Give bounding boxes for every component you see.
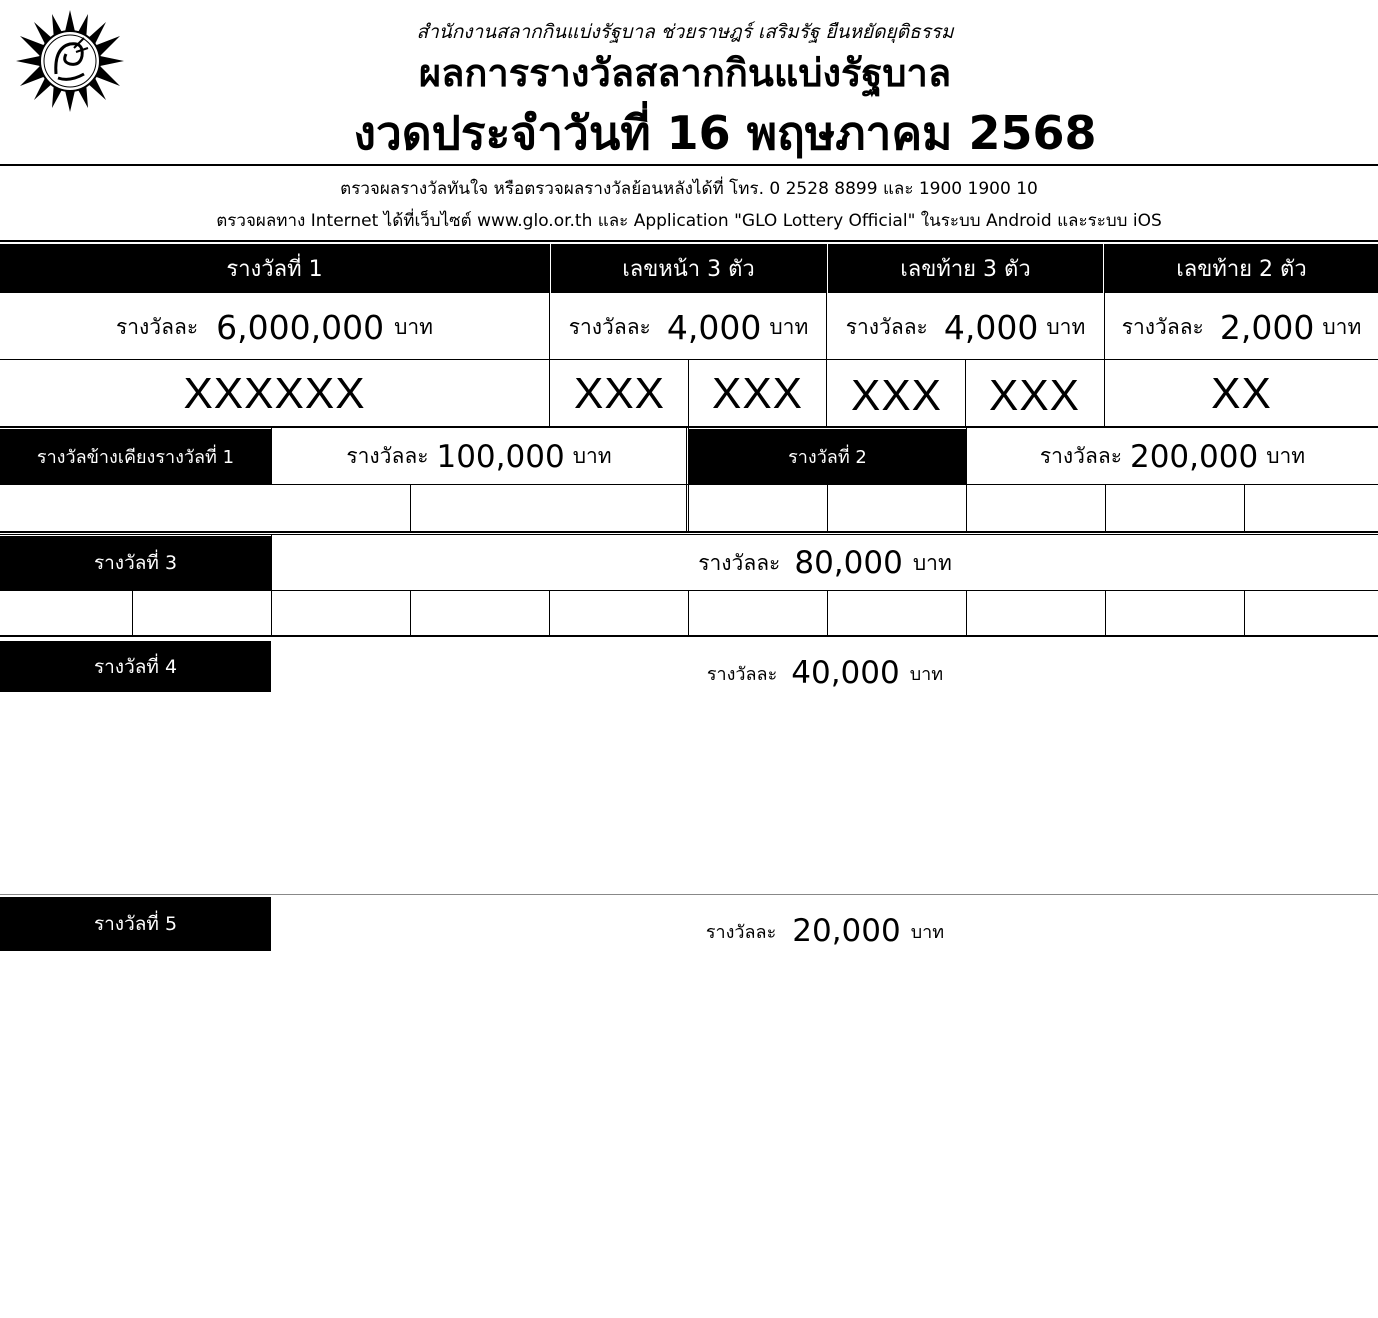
last2-number: XX (1211, 369, 1272, 418)
second-prize-header (689, 429, 966, 484)
second-label: รางวัลที่ 2 (788, 447, 867, 468)
adjacent-number-cell-2 (411, 485, 686, 531)
currency: บาท (1046, 314, 1086, 339)
last3-number-2: XXX (988, 371, 1081, 420)
amount-value: 100,000 (436, 438, 565, 475)
last2-header (1105, 244, 1378, 293)
fifth-prize-amount (272, 904, 1378, 958)
front3-amount (551, 295, 826, 359)
amount-value: 4,000 (666, 307, 762, 347)
fourth-prize-amount (272, 646, 1378, 700)
adjacent-prize-amount (272, 429, 686, 484)
first-prize-label: รางวัลที่ 1 (226, 257, 323, 282)
adjacent-number-cell-1 (0, 485, 410, 531)
last3-number-1: XXX (850, 371, 943, 420)
adjacent-label: รางวัลข้างเคียงรางวัลที่ 1 (36, 447, 235, 468)
amount-value: 40,000 (791, 655, 900, 691)
third-prize-header (0, 536, 271, 590)
currency: บาท (912, 550, 952, 575)
front3-number-2: XXX (711, 369, 804, 418)
currency: บาท (910, 921, 945, 943)
adjacent-prize-header (0, 429, 271, 484)
last2-amount (1105, 295, 1378, 359)
currency: บาท (394, 314, 434, 339)
info-phone: ตรวจผลรางวัลทันใจ หรือตรวจผลรางวัลย้อนหลังได้ที่ โทร. 0 2528 8899 และ 1900 1900 10 (340, 178, 1038, 199)
fifth-prize-header (0, 897, 271, 951)
first-prize-amount (0, 295, 549, 359)
amount-value: 80,000 (794, 545, 903, 581)
glo-emblem-icon (14, 8, 126, 114)
currency: บาท (1322, 314, 1362, 339)
per-prefix: รางวัลละ (706, 663, 778, 685)
last3-header (828, 244, 1103, 293)
per-prefix: รางวัลละ (845, 314, 928, 339)
per-prefix: รางวัลละ (705, 921, 777, 943)
info-web: ตรวจผลทาง Internet ได้ที่เว็บไซต์ www.glo.or.th และ Application "GLO Lottery Official" ในระบบ Android และระบบ iOS (216, 210, 1162, 231)
third-prize-amount (272, 536, 1378, 590)
per-prefix: รางวัลละ (698, 550, 781, 575)
fourth-prize-header (0, 641, 271, 692)
fifth-label: รางวัลที่ 5 (93, 913, 178, 935)
fifth-prize-numbers-area (0, 958, 1378, 1298)
fourth-label: รางวัลที่ 4 (93, 655, 178, 678)
motto: สำนักงานสลากกินแบ่งรัฐบาล ช่วยราษฎร์ เสริมรัฐ ยืนหยัดยุติธรรม (416, 21, 954, 43)
currency: บาท (909, 663, 944, 685)
currency: บาท (572, 444, 612, 468)
fourth-prize-numbers-area (0, 700, 1378, 890)
per-prefix: รางวัลละ (568, 314, 651, 339)
last3-label: เลขท้าย 3 ตัว (900, 257, 1031, 282)
draw-date: งวดประจำวันที่ 16 พฤษภาคม 2568 (353, 105, 1097, 160)
currency: บาท (769, 314, 809, 339)
front3-label: เลขหน้า 3 ตัว (622, 257, 755, 282)
per-prefix: รางวัลละ (1039, 444, 1122, 468)
amount-value: 4,000 (943, 307, 1039, 347)
first-prize-number: XXXXXX (183, 369, 366, 418)
second-prize-amount (967, 429, 1378, 484)
front3-number-1: XXX (573, 369, 666, 418)
first-prize-header (0, 244, 549, 293)
per-prefix: รางวัลละ (115, 314, 199, 339)
amount-value: 2,000 (1219, 307, 1315, 347)
currency: บาท (1266, 444, 1306, 468)
amount-value: 20,000 (792, 913, 901, 949)
per-prefix: รางวัลละ (346, 444, 429, 468)
front3-header (551, 244, 826, 293)
page-title: ผลการรางวัลสลากกินแบ่งรัฐบาล (418, 50, 952, 95)
amount-value: 200,000 (1129, 438, 1259, 475)
last3-amount (828, 295, 1103, 359)
third-label: รางวัลที่ 3 (93, 552, 178, 574)
per-prefix: รางวัลละ (1121, 314, 1204, 339)
amount-value: 6,000,000 (216, 307, 385, 347)
last2-label: เลขท้าย 2 ตัว (1176, 257, 1307, 282)
